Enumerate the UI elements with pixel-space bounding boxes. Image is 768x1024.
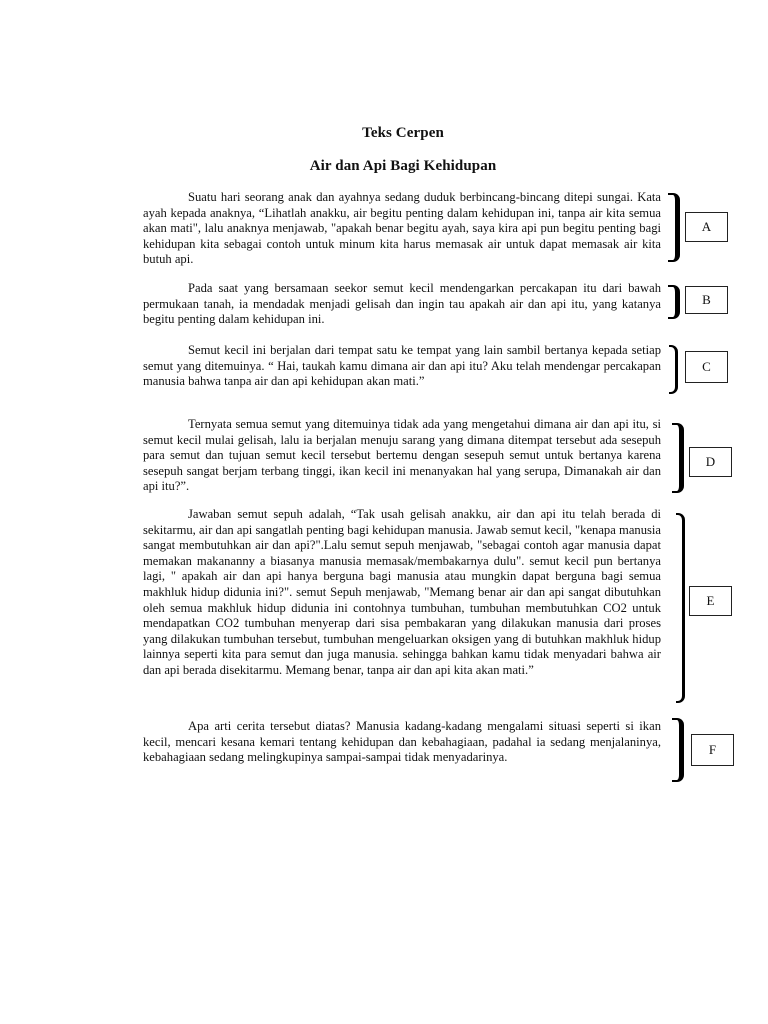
bracket-b	[668, 285, 680, 319]
label-box-a: A	[685, 212, 728, 242]
document-subtitle: Air dan Api Bagi Kehidupan	[309, 158, 497, 174]
paragraph-b: Pada saat yang bersamaan seekor semut kecil mendengarkan percakapan itu dari bawah permukaan tanah, ia mendadak menjadi gelisah dan ingin tau apakah air dan api itu, yang katanya begitu penting dalam kehidupan ini.	[143, 281, 661, 327]
bracket-a	[668, 193, 680, 262]
paragraph-e: Jawaban semut sepuh adalah, “Tak usah gelisah anakku, air dan api itu telah berada di sekitarmu, air dan api sangatlah penting bagi kehidupan manusia. Jawab semut kecil, "kenapa manusia sangat membutuhkan air dan api?".Lalu semut sepuh menjawab, "sebagai contoh agar manusia dapat memakan makananny a biasanya manusia memasak/membakarnya dulu". semut kecil pun bertanya lagi, " apakah air dan api hanya berguna bagi manusia atau mungkin dapat berguna bagi semua makhluk hidup didunia ini?". semut Sepuh menjawab, "Memang benar air dan api sangat dibutuhkan oleh semua makhluk hidup didunia ini contohnya tumbuhan, tumbuhan membutuhkan CO2 untuk mendapatkan CO2 tumbuhan menyerap dari sisa pembakaran yang dilakukan manusia dari proses yang dilakukan tumbuhan tersebut, tumbuhan mengeluarkan oksigen yang di butuhkan makhluk hidup lainnya seperti kita para semut dan juga manusia. sehingga bahkan kamu tidak menyadari bahwa air dan api berada disekitarmu. Memang benar, tanpa air dan api kita akan mati.”	[143, 507, 661, 677]
bracket-e	[676, 513, 685, 703]
label-box-d: D	[689, 447, 732, 477]
label-box-b: B	[685, 286, 728, 314]
label-box-e: E	[689, 586, 732, 616]
paragraph-a: Suatu hari seorang anak dan ayahnya sedang duduk berbincang-bincang ditepi sungai. Kata ayah kepada anaknya, “Lihatlah anakku, air begitu penting dalam kehidupan ini, tanpa air kita semua akan mati", lalu anaknya menjawab, "apakah benar begitu ayah, saya kira api pun begitu penting bagi kehidupan kita sebagai contoh untuk minum kita harus memasak air untuk dapat memasak air kita butuh api.	[143, 190, 661, 267]
bracket-f	[672, 718, 684, 782]
label-box-c: C	[685, 351, 728, 383]
label-box-f: F	[691, 734, 734, 766]
document-title: Teks Cerpen	[362, 125, 444, 141]
bracket-d	[672, 423, 684, 493]
paragraph-f: Apa arti cerita tersebut diatas? Manusia kadang-kadang mengalami situasi seperti si ikan kecil, mencari kesana kemari tentang kehidupan dan kebahagiaan, padahal ia sedang menjalaninya, kebahagiaan sedang melingkupinya sampai-sampai tidak menyadarinya.	[143, 719, 661, 765]
paragraph-c: Semut kecil ini berjalan dari tempat satu ke tempat yang lain sambil bertanya kepada setiap semut yang ditemuinya. “ Hai, taukah kamu dimana air dan api itu? Aku telah mendengar percakapan manusia bahwa tanpa air dan api kehidupan akan mati.”	[143, 343, 661, 389]
bracket-c	[669, 345, 678, 394]
paragraph-d: Ternyata semua semut yang ditemuinya tidak ada yang mengetahui dimana air dan api itu, si semut kecil mulai gelisah, lalu ia berjalan menuju sarang yang dimana ditempat tersebut ada sesepuh para semut dan tujuan semut kecil tersebut bertemu dengan sesepuh semut untuk bertanya karena sesepuh sangat berjam terbang tinggi, ikan kecil ini menanyakan hal yang serupa, Dimanakah air dan api itu?”.	[143, 417, 661, 494]
